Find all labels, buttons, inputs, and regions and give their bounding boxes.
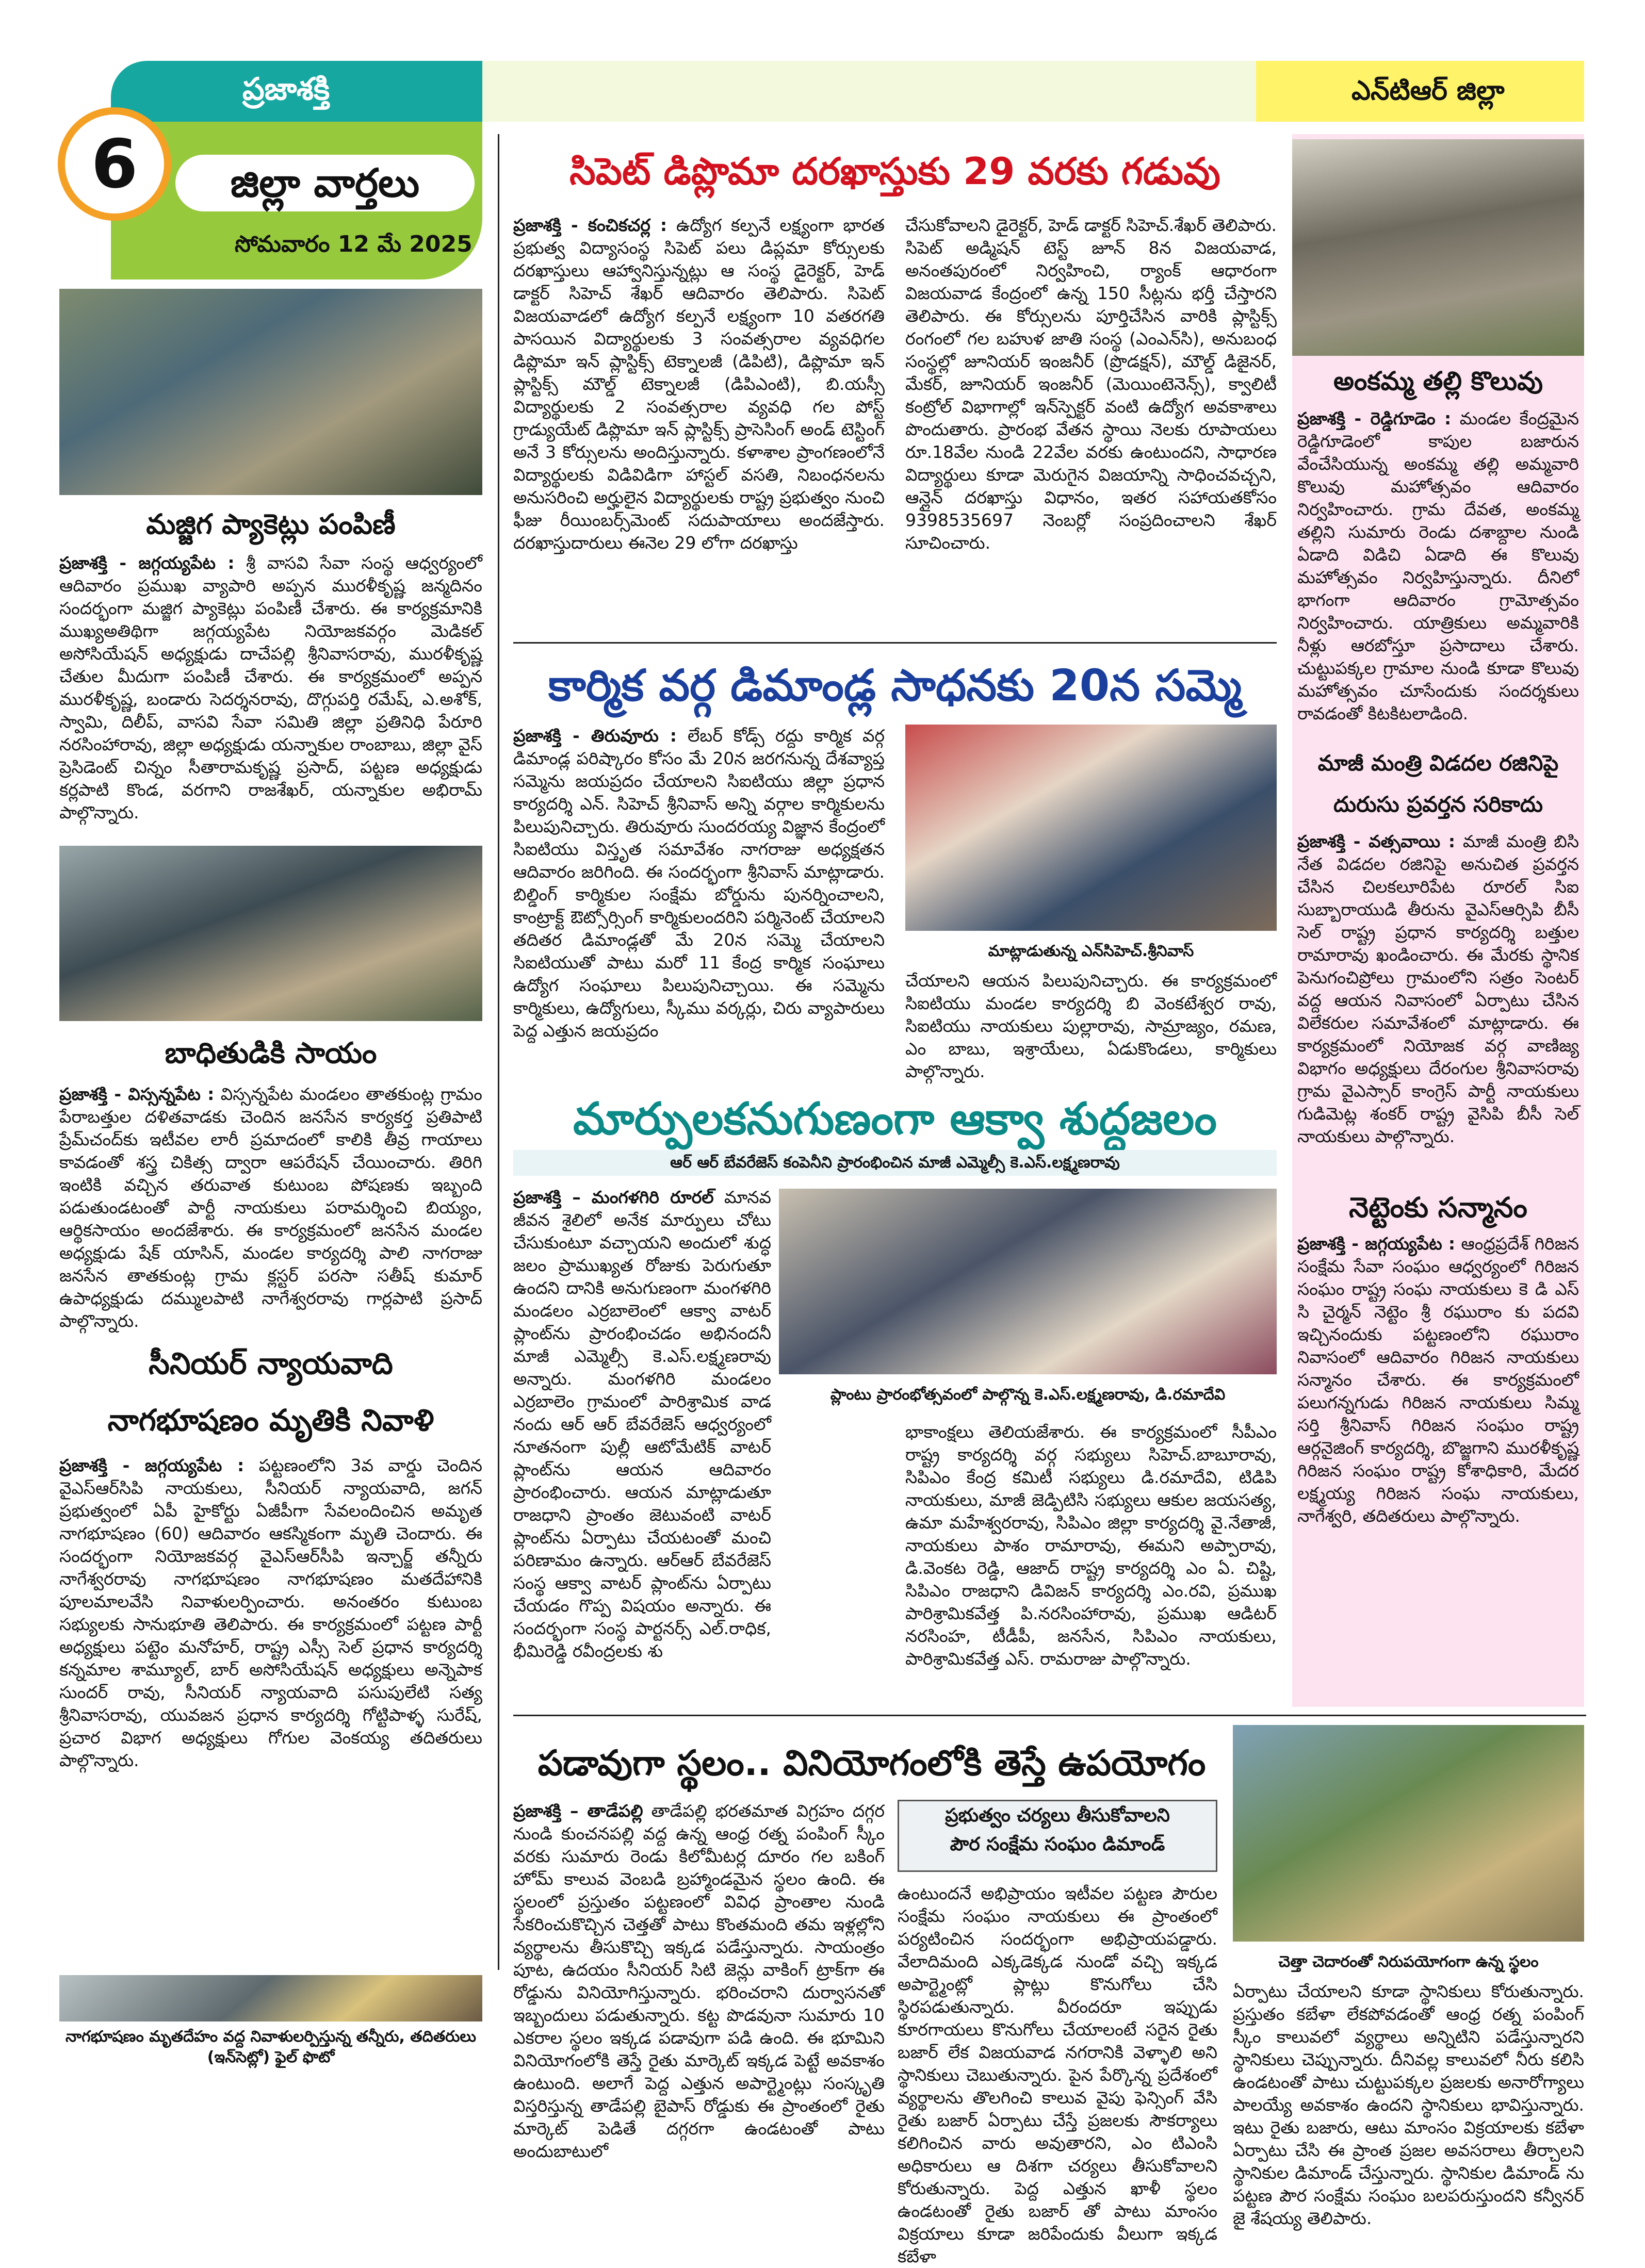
senior-caption: నాగభూషణం మృతదేహం వద్ద నివాళులర్పిస్తున్న తన్నీరు, తదితరులు (ఇన్‌సెట్లో) ఫైల్ ఫొటో (66, 2028, 476, 2066)
cipet-col1 (513, 214, 885, 632)
bottom-rule (513, 1715, 1586, 1716)
karmika-caption: మాట్లాడుతున్న ఎన్‌సిహెచ్.శ్రీనివాస్ (988, 942, 1194, 960)
senior-text: పట్టణంలోని 3వ వార్డు చెందిన వైఎస్‌ఆర్‌సిపి నాయకులు, సీనియర్ న్యాయవాది, జగన్ ప్రభుత్వంలో ఏపీ హైకోర్టు ఏజీపీగా సేవలందించిన అమృత నాగభూషణం (60) ఆదివారం ఆకస్మికంగా మృతి చెందారు. ఈ సందర్భంగా నియోజకవర్గ వైఎస్ఆర్‌సీపి ఇన్చార్జ్ తన్నీరు నాగేశ్వరరావు నాగభూషణం నాగభూషణం మతదేహానికి పూలమాలవేసి నివాళులర్పించారు. అనంతరం కుటుంబ సభ్యులకు సానుభూతి తెలిపారు. ఈ కార్యక్రమంలో పట్టణ పార్టీ అధ్యక్షులు పట్టెం మనోహర్, రాష్ట్ర ఎస్సీ సెల్ ప్రధాన కార్యదర్శి కన్నమాల శామ్యూల్, బార్ అసోసియేషన్ అధ్యక్షులు అన్నెపాక సుందర్ రావు, సీనియర్ న్యాయవాది పసుపులేటి సత్య శ్రీనివాసరావు, యువజన ప్రధాన కార్యదర్శి గోట్టిపాళ్ళ సురేష్, ప్రచార విభాగ అధ్యక్షులు గోగుల వెంకయ్య తదితరులు పాల్గొన్నారు. (59, 1455, 482, 1770)
majjiga-body (59, 552, 482, 835)
dateline: సోమవారం 12 మే 2025 (235, 231, 473, 257)
padavu-boxed-line-2: పౌర సంక్షేమ సంఘం డిమాండ్ (950, 1834, 1165, 1855)
padavu-boxed-line-1: ప్రభుత్వం చర్యలు తీసుకోవాలని (945, 1805, 1170, 1826)
aqua-caption: ప్లాంటు ప్రారంభోత్సవంలో పాల్గొన్న కె.ఎస్.లక్ష్మణరావు, డి.రమాదేవి (830, 1386, 1226, 1404)
badhitudu-byline: ప్రజాశక్తి - విస్సన్నపేట : (59, 1084, 215, 1104)
aqua-col2: భాకాంక్షలు తెలియజేశారు. ఈ కార్యక్రమంలో సీపీఎం రాష్ట్ర కార్యదర్శి వర్గ సభ్యులు సిహెచ్.బాబూరావు, సిపిఎం కేంద్ర కమిటీ సభ్యులు డి.రమాదేవి, టిడిపి నాయకులు, మాజీ జెడ్పిటిసి సభ్యులు ఆకుల జయసత్య, ఉమా మహేశ్వరరావు, సిపిఎం జిల్లా కార్యదర్శి వై.నేతాజీ, నాయకులు పాశం రామారావు, ఈమని అప్పారావు, డి.వెంకట రెడ్డి, ఆజాద్ రాష్ట్ర కార్యదర్శి ఎం ఏ. చిష్టి, సిపిఎం రాజధాని డివిజన్ కార్యదర్శి ఎం.రవి, ప్రముఖ పారిశ్రామికవేత్త పి.నరసింహారావు, ప్రముఖ ఆడిటర్ నరసింహ, టీడీపీ, జనసేన, సిపిఎం నాయకులు, పారిశ్రామికవేత్త ఎస్. రామరాజు పాల్గొన్నారు. (905, 1422, 1277, 1669)
ankamma-headline: అంకమ్మ తల్లి కొలువు (1333, 366, 1543, 396)
rajini-headline-2: దురుసు ప్రవర్తన సరికాదు (1333, 792, 1543, 817)
cipet-text-1: ఉద్యోగ కల్పనే లక్ష్యంగా భారత ప్రభుత్వ విద్యాసంస్థ సిపెట్ పలు డిప్లమా కోర్సులకు దరఖాస్తులు ఆహ్వానిస్తున్నట్లు ఆ సంస్థ డైరెక్టర్, హెడ్ డాక్టర్ సిహెచ్ శేఖర్ ఆదివారం తెలిపారు. సిపెట్ విజయవాడలో ఉద్యోగ కల్పనే లక్ష్యంగా 10 వతరగతి పాసయిన విద్యార్థులకు 3 సంవత్సరాల వ్యవధిగల డిప్లొమా ఇన్ ప్లాస్టిక్స్ టెక్నాలజీ (డిపిటి), డిప్లొమా ఇన్ ప్లాస్టిక్స్ మౌల్డ్ టెక్నాలజీ (డిపిఎంటి), బి.యస్సీ విద్యార్థులకు 2 సంవత్సరాల వ్యవధి గల పోస్ట్ గ్రాడ్యుయేట్ డిప్లొమా ఇన్ ప్లాస్టిక్స్ ప్రాసెసింగ్ అండ్ టెస్టింగ్ అనే 3 కోర్సులను అందిస్తున్నారు. కళాశాల ప్రాంగణంలోనే విద్యార్థులకు విడివిడిగా హాస్టల్ వసతి, నిబంధనలను అనుసరించి అర్హులైన విద్యార్థులకు రాష్ట్ర ప్రభుత్వం నుంచి ఫీజు రీయింబర్స్‌మెంట్ సదుపాయాలు అందజేస్తారు. దరఖాస్తుదారులు ఈనెల 29 లోగా దరఖాస్తు (513, 215, 885, 553)
majjiga-headline: మజ్జిగ ప్యాకెట్లు పంపిణీ (146, 508, 396, 540)
badhitudu-photo (59, 846, 482, 1021)
padavu-col2: ఉంటుందనే అభిప్రాయం ఇటీవల పట్టణ పౌరుల సంక్షేమ సంఘం నాయకులు ఈ ప్రాంతంలో పర్యటించిన సందర్భంగా అభిప్రాయపడ్డారు. వేలాదిమంది ఎక్కడెక్కడ నుండో వచ్చి ఇక్కడ అపార్ట్మెంట్లో ప్లాట్లు కొనుగోలు చేసి స్థిరపడుతున్నారు. వీరందరూ ఇప్పుడు కూరగాయలు కొనుగోలు చేయాలంటే సరైన రైతు బజార్ లేక విజయవాడ నగరానికి వెళ్ళాలి అని స్థానికులు చెబుతున్నారు. పైన పేర్కొన్న ప్రదేశంలో వ్యర్థాలను తొలగించి కాలువ వైపు ఫెన్సింగ్ వేసి రైతు బజార్ ఏర్పాటు చేస్తే ప్రజలకు సౌకర్యాలు కలిగించిన వారు అవుతారని, ఎం టిఎంసి అధికారులు ఆ దిశగా చర్యలు తీసుకోవాలని కోరుతున్నారు. పెద్ద ఎత్తున ఖాళీ స్థలం ఉండటంతో రైతు బజార్ తో పాటు మాంసం విక్రయాలు కూడా జరిపేందుకు వీలుగా ఇక్కడ కబేళా (898, 1883, 1217, 2266)
cipet-col2: చేసుకోవాలని డైరెక్టర్, హెడ్ డాక్టర్ సిహెచ్.శేఖర్ తెలిపారు. సిపెట్ అడ్మిషన్ టెస్ట్ జూన్ 8న విజయవాడ, అనంతపురంలో నిర్వహించి, ర్యాంక్ ఆధారంగా విజయవాడ కేంద్రంలో ఉన్న 150 సీట్లను భర్తీ చేస్తారని తెలిపారు. ఈ కోర్సులను పూర్తిచేసిన వారికి ప్లాస్టిక్స్ రంగంలో గల బహుళ జాతి సంస్థ (ఎంఎన్‌సి), అనుబంధ సంస్థల్లో జూనియర్ ఇంజనీర్ (ప్రొడక్షన్), మౌల్డ్ డిజైనర్, మేకర్, జూనియర్ ఇంజనీర్ (మెయింటెనెన్స్), క్వాలిటీ కంట్రోల్ విభాగాల్లో ఇన్‌స్పెక్టర్ వంటి ఉద్యోగ అవకాశాలు పొందుతారు. ప్రారంభ వేతన స్థాయి నెలకు రూపాయలు రూ.18వేల నుండి 22వేల వరకు ఉంటుందని, సాధారణ విద్యార్థులు కూడా మెరుగైన విజయాన్ని సాధించవచ్చని, ఆన్లైన్ దరఖాస్తు విధానం, ఇతర సహాయతకోసం 9398535697 నెంబర్లో సంప్రదించాలని శేఖర్ సూచించారు. (905, 215, 1277, 553)
badhitudu-body (59, 1083, 482, 1341)
karmika-text: లేబర్ కోడ్స్ రద్దు కార్మిక వర్గ డిమాండ్ల పరిష్కారం కోసం మే 20న జరగనున్న దేశవ్యాప్త సమ్మెను జయప్రదం చేయాలని సిఐటియు జిల్లా ప్రధాన కార్యదర్శి ఎన్. సిహెచ్ శ్రీనివాస్ అన్ని వర్గాల కార్మికులను పిలుపునిచ్చారు. తిరువూరు సుందరయ్య విజ్ఞాన కేంద్రంలో సిఐటియు విస్తృత సమావేశం నాగరాజు అధ్యక్షతన ఆదివారం జరిగింది. ఈ సందర్భంగా శ్రీనివాస్ మాట్లాడారు. బిల్డింగ్ కార్మికుల సంక్షేమ బోర్డును పునర్నించాలని, కాంట్రాక్ట్ ఔట్సోర్సింగ్ కార్మికులందరిని పర్మినెంట్ చేయాలని తదితర డిమాండ్లతో మే 20న సమ్మె చేయాలని సిఐటియుతో పాటు మరో 11 కేంద్ర కార్మిక సంఘాలు ఉద్యోగ సంఘాలు పిలుపునిచ్చాయి. ఈ సమ్మెను కార్మికులు, ఉద్యోగులు, స్కీము వర్కర్లు, చిరు వ్యాపారులు పెద్ద ఎత్తున జయప్రదం (513, 726, 885, 1041)
padavu-caption: చెత్తా చెదారంతో నిరుపయోగంగా ఉన్న స్థలం (1278, 1953, 1539, 1971)
majjiga-photo (59, 289, 482, 495)
ankamma-photo (1292, 139, 1584, 356)
rajini-text: మాజీ మంత్రి బిసి నేత విడదల రజినిపై అనుచిత ప్రవర్తన చేసిన చిలకలూరిపేట రూరల్ సిఐ సుబ్బారాయుడి తీరును వైఎస్ఆర్సిపి బీసీ సెల్ రాష్ట్ర ప్రధాన కార్యదర్శి బత్తుల రామారావు ఖండించారు. ఈ మేరకు స్థానిక పెనుగంచిప్రోలు గ్రామంలోని సత్రం సెంటర్ వద్ద ఆయన నివాసంలో ఏర్పాటు చేసిన విలేకరుల సమావేశంలో మాట్లాడారు. ఈ కార్యక్రమంలో నియోజక వర్గ వాణిజ్య విభాగం అధ్యక్షులు దేరంగుల శ్రీనివాసరావు గ్రామ వైఎస్సార్ కాంగ్రెస్ పార్టీ నాయకులు గుడిమెట్ల శంకర్ రాష్ట్ర వైసిపి బీసీ సెల్ నాయకులు పాల్గొన్నారు. (1297, 831, 1579, 1146)
karmika-body (513, 725, 885, 1080)
district-name: ఎన్‌టిఆర్ జిల్లా (1351, 75, 1505, 106)
nettem-headline: నెట్టెంకు సన్మానం (1349, 1191, 1527, 1224)
section-title: జిల్లా వార్తలు (175, 155, 475, 211)
senior-photo (59, 1975, 482, 2022)
page-number: 6 (91, 125, 138, 203)
cipet-headline: సిపెట్ డిప్లొమా దరఖాస్తుకు 29 వరకు గడువు (569, 150, 1220, 193)
majjiga-text: శ్రీ వాసవి సేవా సంస్థ ఆధ్వర్యంలో ఆదివారం ప్రముఖ వ్యాపారి అప్పన మురళీకృష్ణ జన్మదినం సందర్భంగా మజ్జిగ ప్యాకెట్లు పంపిణీ చేశారు. ఈ కార్యక్రమానికి ముఖ్యఅతిథిగా జగ్గయ్యపేట నియోజకవర్గం మెడికల్ అసోసియేషన్ అధ్యక్షుడు దాచేపల్లి శ్రీనివాసరావు, మురళీకృష్ణ చేతుల మీదుగా పంపిణీ చేశారు. ఈ కార్యక్రమంలో అప్పన మురళీకృష్ణ, బండారు సెదర్శనరావు, దొగ్గుపర్తి రమేష్, ఎ.అశోక్, స్వామి, దిలీప్, వాసవి సేవా సమితి జిల్లా ప్రతినిధి పేరూరి నరసింహారావు, జిల్లా అధ్యక్షుడు యన్నాకుల రాంబాబు, జిల్లా వైస్ ప్రెసిడెంట్ చిన్నం సీతారామకృష్ణ ప్రసాద్, పట్టణ అధ్యక్షుడు కర్లపాటి కొండ, వరగాని రాజశేఖర్, యన్నాకుల అభిరామ్ పాల్గొన్నారు. (59, 553, 482, 823)
senior-body (59, 1454, 482, 1970)
rajini-body (1297, 830, 1579, 1186)
senior-byline: ప్రజాశక్తి - జగ్గయ్యపేట : (59, 1455, 245, 1475)
badhitudu-headline: బాధితుడికి సాయం (165, 1037, 377, 1070)
nettem-body (1297, 1232, 1579, 1697)
karmika-byline: ప్రజాశక్తి - తిరువూరు : (513, 726, 677, 746)
karmika-headline: కార్మిక వర్గ డిమాండ్ల సాధనకు 20న సమ్మె (548, 660, 1242, 711)
ankamma-body (1297, 407, 1579, 743)
aqua-col1-bottom (513, 1459, 885, 1704)
aqua-byline: ప్రజాశక్తి – మంగళగిరి రూరల్ (513, 1187, 714, 1207)
karmika-cont: చేయాలని ఆయన పిలుపునిచ్చారు. ఈ కార్యక్రమంలో సిఐటియు మండల కార్యదర్శి బి వెంకటేశ్వర రావు, సిఐటియు నాయకులు పుల్లారావు, సామ్రాజ్యం, రమణ, ఎం బాబు, ఇశ్రాయేలు, ఏడుకొండలు, కార్మికులు పాల్గొన్నారు. (905, 971, 1277, 1081)
padavu-col3: ఏర్పాటు చేయాలని కూడా స్థానికులు కోరుతున్నారు. ప్రస్తుతం కబేళా లేకపోవడంతో ఆంధ్ర రత్న పంపింగ్ స్కీం కాలువలో వ్యర్థాలు అన్నిటిని పడేస్తున్నారని స్థానికులు చెప్పున్నారు. దీనివల్ల కాలువలో నీరు కలిసి ఉండటంతో పాటు చుట్టుపక్కల ప్రజలకు అనారోగ్యాలు పాలయ్యే అవకాశం ఉందని స్థానికులు భావిస్తున్నారు. ఇటు రైతు బజారు, ఆటు మాంసం విక్రయాలకు కబేళా ఏర్పాటు చేసి ఈ ప్రాంత ప్రజల అవసరాలు తీర్చాలని స్థానికుల డిమాండ్ చేస్తున్నారు. స్థానికుల డిమాండ్ ను పట్టణ పౌర సంక్షేమ సంఘం బలపరుస్తుందని కన్వీనర్ జై శేషయ్య తెలిపారు. (1233, 1981, 1584, 2228)
cipet-rule (513, 642, 1277, 644)
padavu-text-1: తాడేపల్లి భరతమాత విగ్రహం దగ్గర నుండి కుంచనపల్లి వద్ద ఉన్న ఆంధ్ర రత్న పంపింగ్ స్కీం వరకు సుమారు రెండు కిలోమీటర్ల దూరం గల బకింగ్ హోమ్ కాలువ వెంబడి బ్రహ్మాండమైన స్థలం ఉంది. ఈ స్థలంలో ప్రస్తుతం పట్టణంలో వివిధ ప్రాంతాల నుండి సేకరించుకొచ్చిన చెత్తతో పాటు కొంతమంది తమ ఇళ్లల్లోని వ్యర్థాలను తీసుకొచ్చి ఇక్కడ పడేస్తున్నారు. సాయంత్రం పూట, ఉదయం సీనియర్ సిటి జెన్లు వాకింగ్ ట్రాక్‌గా ఈ రోడ్డును వినియోగిస్తున్నారు. భరించరాని దుర్వాసనతో ఇబ్బందులు పడుతున్నారు. కట్ట పొడవునా సుమారు 10 ఎకరాల స్థలం ఇక్కడ పడావుగా పడి ఉంది. ఈ భూమిని వినియోగంలోకి తెస్తే రైతు మార్కెట్ ఇక్కడ పెట్టే అవకాశం ఉంటుంది. అలాగే పెద్ద ఎత్తున అపార్ట్మెంట్లు సంస్కృతి విస్తరిస్తున్న తాడేపల్లి బైపాస్ రోడ్డుకు ఈ ప్రాంతంలో రైతు మార్కెట్ పెడితే దగ్గరగా ఉండటంతో పాటు అందుబాటులో (513, 1801, 885, 2161)
padavu-col1 (513, 1800, 885, 2161)
aqua-headline: మార్పులకనుగుణంగా ఆక్వా శుద్ధజలం (573, 1093, 1217, 1145)
aqua-text-1: మానవ జీవన శైలిలో అనేక మార్పులు చోటు చేసుకుంటూ వచ్చాయని అందులో శుద్ధ జలం ప్రాముఖ్యత రోజుకు పెరుగుతూ ఉందని దానికి అనుగుణంగా మంగళగిరి మండలం ఎర్రబాలెంలో ఆక్వా వాటర్ ప్లాంట్‌ను ప్రారంభించడం అభినందనీ మాజీ ఎమ్మెల్సీ కె.ఎస్.లక్ష్మణరావు అన్నారు. మంగళగిరి మండలం ఎర్రబాలెం గ్రామంలో పారిశ్రామిక వాడ నందు ఆర్ ఆర్ బేవరేజెస్ ఆధ్వర్యంలో నూతనంగా పుల్లీ ఆటోమేటిక్ వాటర్ ప్లాంట్‌ను ఆయన ఆదివారం ప్రారంభించారు. ఆయన మాట్లాడుతూ రాజధాని ప్రాంతం జెటువంటి వాటర్ ప్లాంట్‌ను ఏర్పాటు చేయటంతో మంచి పరిణామం ఉన్నారు. ఆర్ఆర్ బేవరేజెస్ సంస్థ ఆక్వా వాటర్ ప్లాంట్‌ను ఏర్పాటు చేయడం గొప్ప విషయం అన్నారు. ఈ సందర్భంగా సంస్థ పార్టనర్స్ ఎల్.రాధిక, భీమిరెడ్డి రవీంద్రలకు శు (513, 1187, 771, 1661)
aqua-subhead: ఆర్ ఆర్ బేవరేజెస్ కంపెనీని ప్రారంభించిన మాజీ ఎమ్మెల్సీ కె.ఎస్.లక్ష్మణరావు (513, 1150, 1277, 1176)
padavu-photo (1233, 1725, 1584, 1942)
ankamma-byline: ప్రజాశక్తి - రెడ్డిగూడెం : (1297, 408, 1452, 429)
aqua-col1-top (513, 1186, 771, 1661)
badhitudu-text: విస్సన్నపేట మండలం తాతకుంట్ల గ్రామం పేరాబత్తుల దళితవాడకు చెందిన జనసేన కార్యకర్త ప్రతిపాటి ప్రేమ్‌చంద్‌కు ఇటీవల లారీ ప్రమాదంలో కాలికి తీవ్ర గాయాలు కావడంతో శస్త్ర చికిత్స ద్వారా ఆపరేషన్ చేయించారు. తిరిగి ఇంటికి వచ్చిన తరువాత కుటుంబ పోషణకు ఇబ్బంది పడుతుండటంతో పార్టీ నాయకులు పరామర్శించి బియ్యం, ఆర్థికసాయం అందజేశారు. ఈ కార్యక్రమంలో జనసేన మండల అధ్యక్షుడు షేక్ యాసిన్, మండల కార్యదర్శి పాలి నాగరాజు జనసేన తాతకుంట్ల గ్రామ క్లస్టర్ పరసా సతీష్ కుమార్ ఉపాధ్యక్షుడు దమ్ములపాటి నాగేశ్వరరావు గార్లపాటి ప్రసాద్ పాల్గొన్నారు. (59, 1084, 482, 1331)
nettem-text: ఆంధ్రప్రదేశ్ గిరిజన సంక్షేమ సేవా సంఘం ఆధ్వర్యంలో గిరిజన సంఘం రాష్ట్ర సంఘ నాయకులు కె డి ఎస్ సి చైర్మన్ నెట్టెం శ్రీ రఘురాం కు పదవి ఇచ్చినందుకు పట్టణంలోని రఘురాం నివాసంలో ఆదివారం గిరిజన నాయకులు సన్మానం చేశారు. ఈ కార్యక్రమంలో పలుగన్నగుడు గిరిజన నాయకులు సిమ్మ సర్తి శ్రీనివాస్ గిరిజన సంఘం రాష్ట్ర ఆర్గనైజింగ్ కార్యదర్శి, బొజ్జగాని మురళీకృష్ణ గిరిజన సంఘం రాష్ట్ర కోశాధికారి, మేదర లక్ష్మయ్య గిరిజన సంఘ నాయకులు, నాగేశ్వరి, తదితరులు పాల్గొన్నారు. (1297, 1234, 1579, 1526)
ankamma-text: మండల కేంద్రమైన రెడ్డిగూడెంలో కాపుల బజారున వేంచేసియున్న అంకమ్మ తల్లి అమ్మవారి కొలువు మహోత్సవం ఆదివారం నిర్వహించారు. గ్రామ దేవత, అంకమ్మ తల్లిని సుమారు రెండు దశాబ్దాల నుండి ఏడాది విడిచి ఏడాది ఈ కొలువు మహోత్సవం నిర్వహిస్తున్నారు. దీనిలో భాగంగా ఆదివారం గ్రామోత్సవం నిర్వహించారు. యాత్రికులు అమ్మవారికి నీళ్లు ఆరబోస్తూ ప్రసాదాలు చేశారు. చుట్టుపక్కల గ్రామాల నుండి కూడా కొలువు మహోత్సవం చూసేందుకు సందర్శకులు రావడంతో కిటకిటలాడింది. (1297, 408, 1579, 724)
karmika-photo (905, 725, 1277, 931)
majjiga-byline: ప్రజాశక్తి - జగ్గయ్యపేట : (59, 553, 235, 573)
aqua-photo (779, 1189, 1277, 1374)
senior-headline-2: నాగభూషణం మృతికి నివాళి (107, 1403, 434, 1438)
masthead-middle-band (482, 61, 1256, 122)
column-divider (498, 134, 499, 1970)
cipet-byline: ప్రజాశక్తి - కంచికచర్ల : (513, 215, 667, 235)
senior-headline-1: సీనియర్ న్యాయవాది (149, 1346, 393, 1381)
padavu-byline: ప్రజాశక్తి – తాడేపల్లి (513, 1801, 643, 1821)
rajini-byline: ప్రజాశక్తి - వత్సవాయి : (1297, 831, 1456, 851)
newspaper-brand: ప్రజాశక్తి (242, 71, 330, 107)
padavu-headline: పడావుగా స్థలం.. వినియోగంలోకి తెస్తే ఉపయోగం (538, 1743, 1206, 1784)
nettem-byline: ప్రజాశక్తి - జగ్గయ్యపేట : (1297, 1234, 1456, 1254)
padavu-boxed-subhead (898, 1800, 1217, 1872)
rajini-headline-1: మాజీ మంత్రి విడదల రజినిపై (1317, 750, 1559, 776)
